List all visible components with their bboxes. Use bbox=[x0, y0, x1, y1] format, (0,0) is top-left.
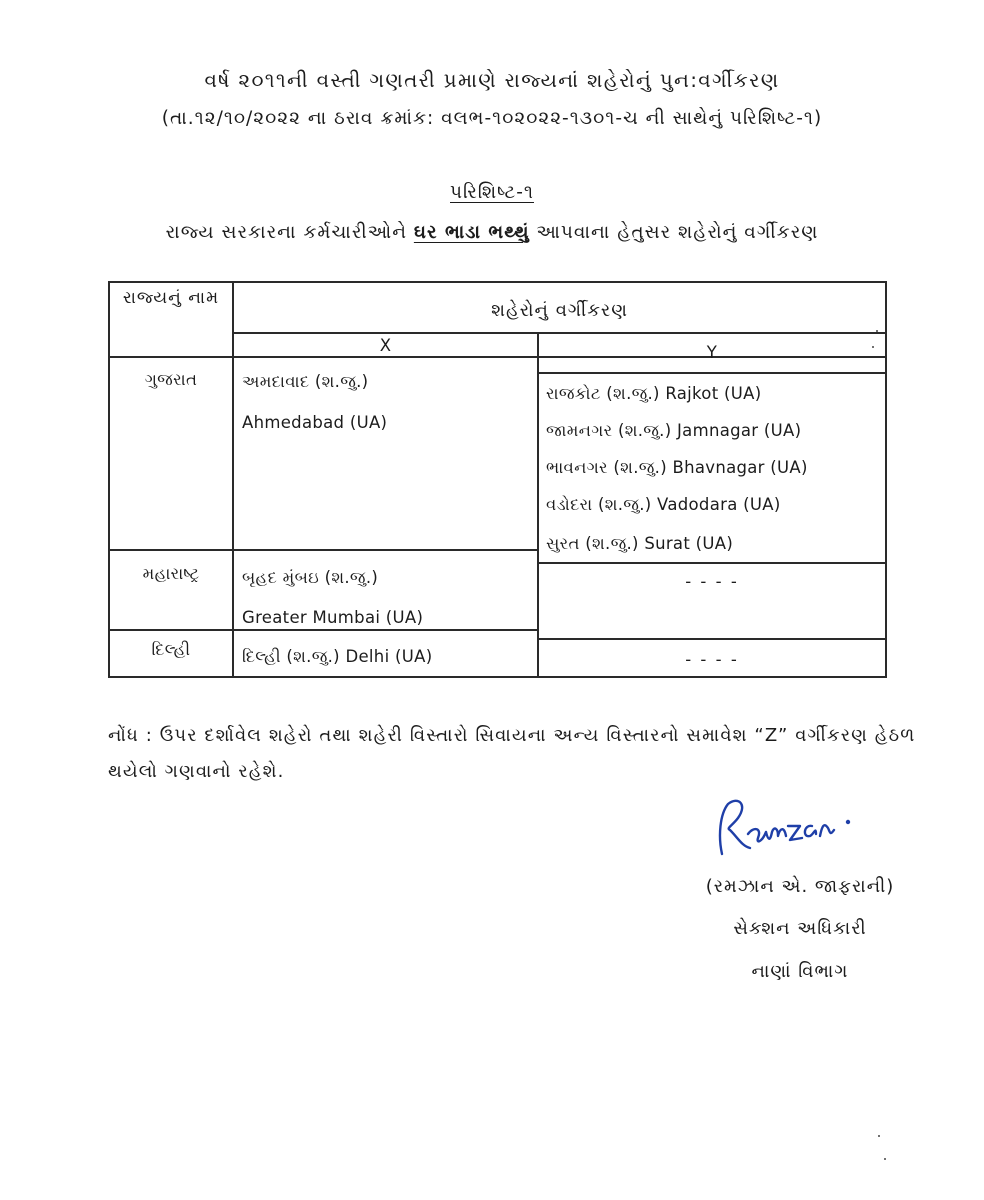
column-header-state: રાજ્યનું નામ bbox=[122, 288, 220, 308]
table-border-left bbox=[108, 281, 110, 678]
y-empty-dashes: - - - - bbox=[685, 572, 739, 591]
y-city-line: જામનગર (શ.જુ.) Jamnagar (UA) bbox=[546, 421, 802, 440]
state-name: દિલ્હી bbox=[151, 640, 191, 659]
y-city-line: સુરત (શ.જુ.) Surat (UA) bbox=[546, 534, 734, 553]
table-column-divider bbox=[537, 332, 539, 678]
x-city-line: દિલ્હી (શ.જુ.) Delhi (UA) bbox=[242, 647, 433, 666]
table-header-divider bbox=[232, 332, 886, 334]
purpose-after: આપવાના હેતુસર શહેરોનું વર્ગીકરણ bbox=[529, 222, 819, 243]
y-city-line: વડોદરા (શ.જુ.) Vadodara (UA) bbox=[546, 495, 781, 514]
column-header-y: Y bbox=[706, 343, 718, 362]
signatory-designation: સેક્શન અધિકારી bbox=[733, 918, 867, 939]
purpose-highlight: ઘર ભાડા ભથ્થું bbox=[413, 222, 530, 243]
table-row-divider bbox=[108, 629, 538, 631]
table-row-divider bbox=[108, 549, 538, 551]
column-header-classification: શહેરોનું વર્ગીકરણ bbox=[491, 300, 628, 321]
x-city-line: Ahmedabad (UA) bbox=[242, 413, 388, 432]
column-header-x: X bbox=[379, 336, 392, 355]
scan-speck bbox=[878, 1135, 880, 1137]
annex-heading bbox=[0, 182, 984, 203]
table-row-divider bbox=[538, 562, 886, 564]
purpose-before: રાજ્ય સરકારના કર્મચારીઓને bbox=[165, 222, 414, 243]
x-city-line: Greater Mumbai (UA) bbox=[242, 608, 424, 627]
y-city-line: રાજકોટ (શ.જુ.) Rajkot (UA) bbox=[546, 384, 762, 403]
scan-speck bbox=[872, 346, 874, 348]
state-name: મહારાષ્ટ્ર bbox=[142, 564, 200, 583]
document-title: વર્ષ ૨૦૧૧ની વસ્તી ગણતરી પ્રમાણે રાજ્યનાં શહેરોનું પુન:વર્ગીકરણ bbox=[204, 68, 780, 92]
state-name: ગુજરાત bbox=[144, 370, 198, 389]
annex-label: પરિશિષ્ટ-૧ bbox=[450, 182, 534, 203]
scan-speck bbox=[884, 1158, 886, 1160]
scan-speck bbox=[876, 330, 878, 332]
handwritten-signature bbox=[708, 796, 858, 868]
y-empty-dashes: - - - - bbox=[685, 650, 739, 669]
table-row-divider bbox=[538, 638, 886, 640]
x-city-line: અમદાવાદ (શ.જુ.) bbox=[242, 372, 369, 391]
signatory-department: નાણાં વિભાગ bbox=[751, 961, 849, 982]
footnote: નોંધ : ઉપર દર્શાવેલ શહેરો તથા શહેરી વિસ્તારો સિવાયના અન્ય વિસ્તારનો સમાવેશ “Z” વર્ગીકરણ હેઠળ થયેલો ગણવાનો રહેશે. bbox=[108, 725, 916, 782]
resolution-reference: (તા.૧૨/૧૦/૨૦૨૨ ના ઠરાવ ક્રમાંક: વલભ-૧૦૨૦૨૨-૧૩૦૧-ચ ની સાથેનું પરિશિષ્ટ-૧) bbox=[161, 108, 823, 129]
x-city-line: બૃહદ મુંબઇ (શ.જુ.) bbox=[242, 568, 379, 587]
table-border-top bbox=[108, 281, 886, 283]
table-border-right bbox=[885, 281, 887, 678]
y-city-line: ભાવનગર (શ.જુ.) Bhavnagar (UA) bbox=[546, 458, 808, 477]
purpose-line bbox=[0, 222, 984, 243]
table-border-bottom bbox=[108, 676, 886, 678]
table-row-divider bbox=[538, 372, 886, 374]
signatory-name: (રમઝાન એ. જાફરાની) bbox=[705, 876, 895, 897]
